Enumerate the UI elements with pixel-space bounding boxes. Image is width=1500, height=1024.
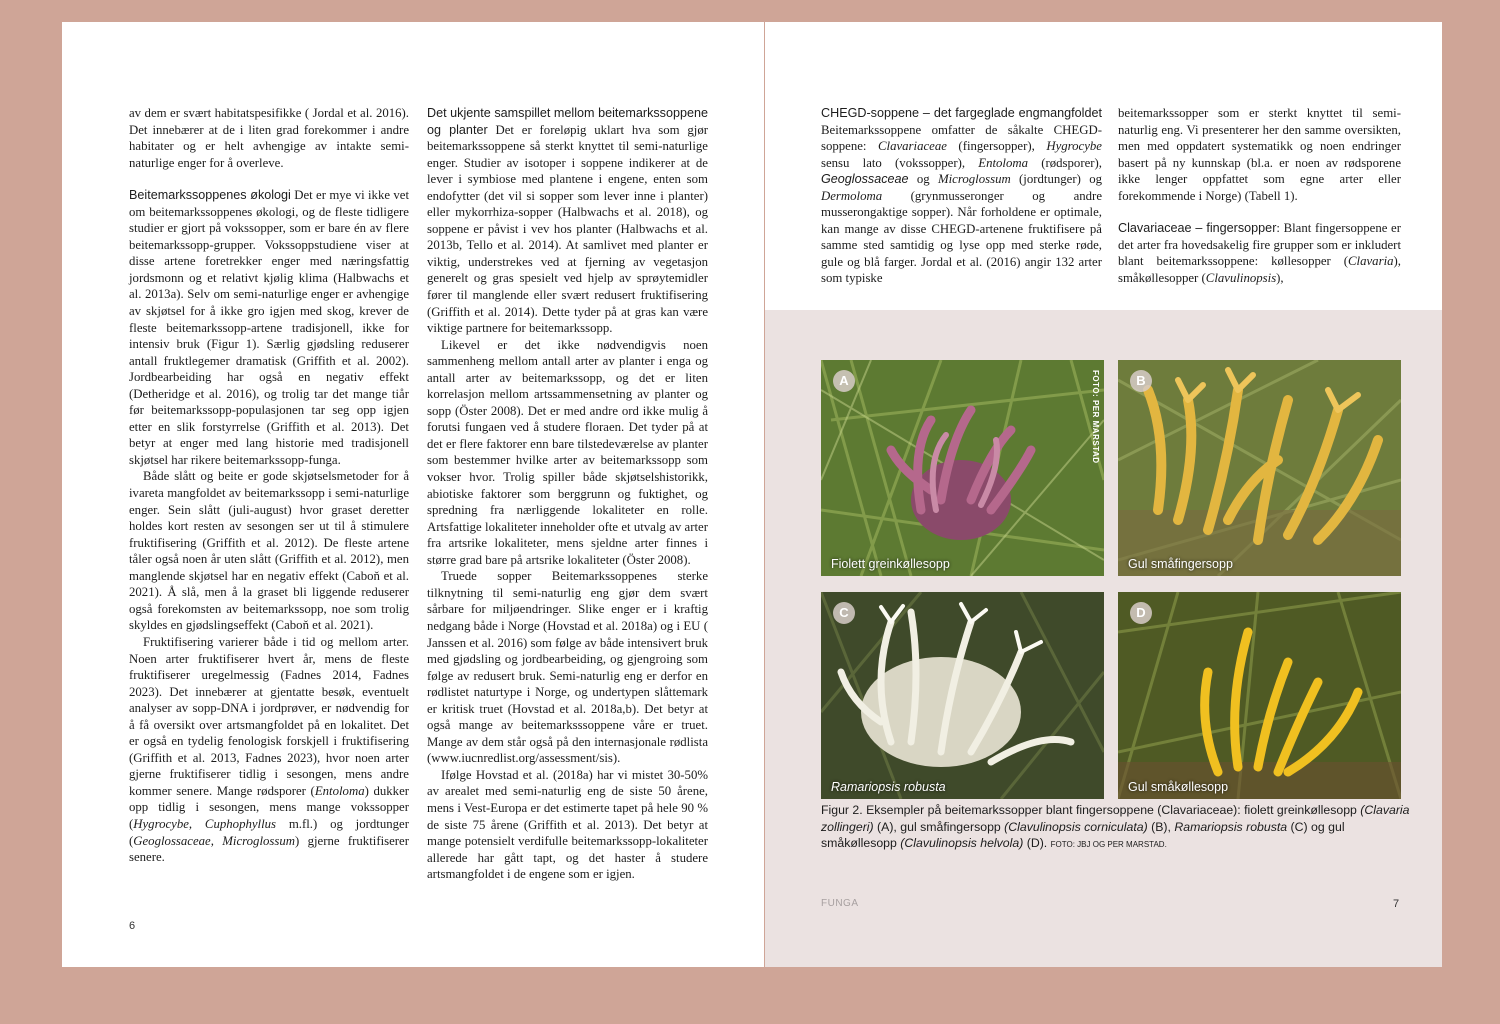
paragraph-text: Det er mye vi ikke vet om beitemarkssoppenes økologi, og de fleste tidligere studier er gjort på vokssopper, som er bare én av flere beitemarkssopp-grupper. Vokssoppstudiene viser at disse artene foretrekker enger med næringsfattig jordsmonn og et relativt kjølig klima (Halbwachs et al. 2013a). Selv om semi-naturlige enger er avhengige av skjøtsel for å ikke gro igjen med skog, krever de fleste beitemarkssopp-artene tradisjonell, ikke for intensiv bruk (Figur 1). Særlig gjødsling reduserer antall fruktlegemer dramatisk (Griffith et al. 2002). Jordbearbeiding har også en negativ effekt (Detheridge et al. 2016), og trolig tar det mange tiår før beitemarkssopp-populasjonen tar seg opp igjen etter en slik forstyrrelse (Griffith et al. 2013). Det betyr at enger med lang historie med tradisjonell skjøtsel har rikere beitemarkssopp-funga.: [129, 188, 410, 467]
photo-label: Gul småfingersopp: [1128, 557, 1233, 571]
photo-label: Ramariopsis robusta: [831, 780, 946, 794]
paragraph: [1118, 220, 1401, 286]
paragraph: Ifølge Hovstad et al. (2018a) har vi mistet 30-50% av arealet med semi-naturlig eng de siste 50 årene, mens i Vest-Europa er det estimerte tapet på hele 90 % de siste 75 årene (Griffith et al. 2013). Det betyr at mange potensielt verdifulle beitemarkssopp-lokaliteter allerede har gått tapt, og det haster å studere artsmangfoldet i de engene som er igjen.: [427, 767, 708, 882]
text: ) gjerne fruktifiserer senere.: [129, 833, 409, 865]
paragraph: av dem er svært habitatspesifikke ( Jordal et al. 2016). Det innebærer at de i liten grad forekommer i andre habitater og er helt avhengige av intakte semi-naturlige enger for å overleve.: [129, 106, 409, 170]
text: sensu lato (vokssopper),: [821, 155, 979, 170]
page-number: 6: [129, 920, 136, 932]
text: (jordtunger) og: [1010, 172, 1102, 187]
paragraph: [129, 634, 409, 866]
text: Figur 2. Eksempler på beitemarkssopper blant fingersoppene (Clavariaceae): fiolett greinkøllesopp: [821, 803, 1361, 817]
section-heading: Clavariaceae – fingersopper: [1118, 221, 1277, 236]
section-heading: Beitemarkssoppenes økologi: [129, 188, 291, 203]
text: : Blant fingersoppene er det arter fra hovedsakelig fire grupper som er inkludert blant beitemarkssoppene: køllesopper (: [1118, 221, 1402, 269]
photo-label: Gul småkøllesopp: [1128, 780, 1229, 794]
left-page: [62, 22, 764, 967]
text: (D).: [1023, 836, 1051, 850]
taxon-name: (Clavulinopsis helvola): [900, 836, 1024, 850]
photo-d-image: [1118, 592, 1401, 799]
section-heading: CHEGD-soppene – det fargeglade engmangfoldet: [821, 106, 1102, 120]
taxon-name: Dermoloma: [821, 188, 883, 203]
section-heading: Det ukjente samspillet mellom beitemarkssoppene og planter: [427, 106, 708, 137]
text: ), småkøllesopper (: [1118, 254, 1401, 285]
text: (fingersopper),: [946, 139, 1047, 154]
text-column-1: [129, 105, 409, 866]
paragraph: Truede sopper Beitemarkssoppenes sterke tilknytning til semi-naturlig eng gjør dem svært sårbare for miljøendringer. Slike enger er i kraftig nedgang både i Norge (Hovstad et al. 2018a) og i EU ( Janssen et al. 2016) som følge av både intensivert bruk med gjødsling og jordbearbeiding, og gjengroing som følge av redusert bruk. Semi-naturlig eng er derfor en rødlistet naturtype i Norge, og undertypen slåttemark er kritisk truet (Hovstad et al. 2018a,b). Det betyr at også mange av beitemarksssoppene våre er truet. Mange av dem står også på den internasjonale rødlista (www.iucnredlist.org/assessment/sis).: [427, 569, 708, 766]
taxon-name: Geoglossaceae, Microglossum: [133, 833, 296, 848]
paragraph: [427, 105, 708, 337]
figure-caption: [821, 802, 1411, 854]
photo-b: [1118, 360, 1401, 576]
photo-a: [821, 360, 1104, 576]
taxon-name: (Clavulinopsis corniculata): [1004, 819, 1148, 834]
text: (grynmusseronger og andre musserongaktige sopper). Når forholdene er optimale, kan mange av disse CHEGD-artenene fruktifisere på samme sted samtidig og lyse opp med sterke røde, gule og blå farger. Jordal et al. (2016) angir 132 arter som typiske: [821, 188, 1102, 286]
paragraph: [821, 105, 1102, 287]
photo-d: [1118, 592, 1401, 799]
text: ),: [1276, 270, 1284, 285]
text-column-4: [1118, 105, 1401, 286]
figure-panel: [765, 310, 1442, 967]
text: m.fl.) og jordtunger (: [129, 816, 409, 848]
photo-a-image: [821, 360, 1104, 576]
taxon-name: Clavaria: [1348, 254, 1394, 269]
taxon-name: (Clavaria zollingeri): [821, 803, 1410, 834]
photo-c-image: [821, 592, 1104, 799]
text: og: [908, 172, 938, 187]
text: ) dukker opp tidlig i sesongen, mens mange vokssopper (: [129, 783, 410, 831]
text: Fruktifisering varierer både i tid og mellom arter. Noen arter fruktifiserer hvert år, mens de fleste fruktifiserer uregelmessig (Fadnes 2014, Fadnes 2023). Det innebærer at gjentatte besøk, eventuelt analyser av sopp-DNA i jordprøver, er nødvendig for å få oversikt over artsmangfoldet på en lokalitet. Det er også en tydelig fenologisk forskjell i fruktifisering (Griffith et al. 2013, Fadnes 2023), hvor noen arter gjerne fruktifiserer tidlig i sesongen, mens andre kommer senere. Mange rødsporer (: [129, 634, 409, 798]
text: (A), gul småfingersopp: [873, 819, 1005, 834]
paragraph: [129, 187, 409, 468]
taxon-name: Geoglossaceae: [821, 172, 909, 187]
paragraph: Likevel er det ikke nødvendigvis noen sammenheng mellom antall arter av planter i enga og antall arter av beitemarkssopp, og det er liten korrelasjon mellom artssammensetning av planter og sopp (Öster 2008). Det er med andre ord ikke mulig å forutsi fungaen ved å studere floraen. Det tyder på at det er flere faktorer enn bare tilstedeværelse av planter som bestemmer hvilke arter av beitemarkssopp som vokser hvor. Trolig spiller både skjøtselshistorikk, abiotiske faktorer som berggrunn og fuktighet, og spredning fra nærliggende lokaliteter en rolle. Artsfattige lokaliteter inneholder ofte et utvalg av arter fra artsrike lokaliteter, mens sjeldne arter finnes i større grad bare på artsrike lokaliteter (Öster 2008).: [427, 337, 708, 567]
running-head: FUNGA: [821, 898, 859, 909]
taxon-name: Ramariopsis robusta: [1174, 819, 1288, 834]
text: (rødsporer),: [1028, 155, 1102, 170]
paragraph-text: Det er foreløpig uklart hva som gjør beitemarkssoppene så sterkt knyttet til semi-naturlige enger. Studier av isotoper i soppene indikerer at de lever i symbiose med plantene i engene, enten som endofytter (det vil si sopper som lever inne i planter) eller mykorrhiza-sopper (Halbwachs et al. 2018), og soppene er påvist i vev hos planter (Halbwachs et al. 2013b, Tello et al. 2014). At samlivet med planter er viktig, understrekes ved at fjerning av vegetasjon generelt og gras spesielt ved hjelp av sprøytemidler fører til manglende eller svært redusert fruktifisering (Griffith et al. 2014). Dette tyder på at gras kan være viktige partnere for beitemarkssopp.: [427, 122, 708, 336]
photo-badge: B: [1130, 370, 1152, 392]
taxon-name: Hygrocybe: [1046, 139, 1102, 154]
photo-badge: A: [833, 370, 855, 392]
photo-c: [821, 592, 1104, 799]
paragraph: Både slått og beite er gode skjøtselsmetoder for å ivareta mangfoldet av beitemarkssopp i semi-naturlige enger. Sein slått (juli-august) hvor graset deretter holdes kort resten av sesongen ser ut til å stimulere fruktifisering (Griffith et al. 2012). De fleste artene tåler også noen år uten slått (Griffith et al. 2012), men manglende skjøtsel har en negativ effekt (Caboň et al. 2021). Å slå, men å la graset bli liggende reduserer også forekomsten av beitemarkssopp, noe som trolig skyldes en gjødslingseffekt (Caboň et al. 2021).: [129, 469, 409, 633]
photo-badge: D: [1130, 602, 1152, 624]
taxon-name: Clavulinopsis: [1205, 270, 1277, 285]
taxon-name: Microglossum: [937, 172, 1011, 187]
photo-label: Fiolett greinkøllesopp: [831, 557, 950, 571]
taxon-name: Clavariaceae: [877, 139, 947, 154]
text: (C) og gul småkøllesopp: [821, 819, 1345, 850]
taxon-name: Hygrocybe, Cuphophyllus: [133, 816, 277, 831]
caption-credit: FOTO: JBJ OG PER MARSTAD.: [1050, 840, 1167, 849]
text: Beitemarkssoppene omfatter de såkalte CHEGD-soppene:: [821, 122, 1102, 154]
taxon-name: Entoloma: [978, 155, 1029, 170]
text: (B),: [1147, 819, 1175, 834]
photo-badge: C: [833, 602, 855, 624]
text-column-3: [821, 105, 1102, 287]
text-column-2: [427, 105, 708, 883]
taxon-name: Entoloma: [314, 783, 365, 798]
paragraph: beitemarkssopper som er sterkt knyttet til semi-naturlig eng. Vi presenterer her den samme oversikten, men med oppdatert systematikk og noen endringer basert på ny kunnskap (bl.a. er noen av rødsporene ikke lenger oppfattet som egne arter eller forekommende i Norge) (Tabell 1).: [1118, 106, 1401, 203]
page-number: 7: [1393, 898, 1400, 910]
photo-b-image: [1118, 360, 1401, 576]
photo-credit: FOTO: PER MARSTAD: [1091, 370, 1100, 464]
